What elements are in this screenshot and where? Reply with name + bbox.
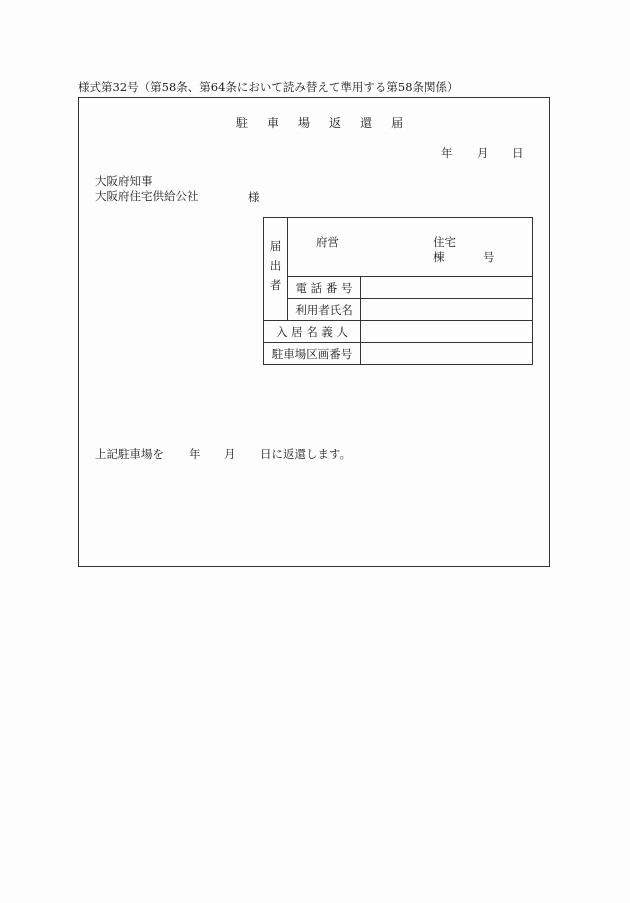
form-title [236,114,403,131]
housing-suffix-label: 住宅 [433,235,456,249]
tenant-label-cell: 入 居 名 義 人 [264,321,361,343]
date-year-label: 年 [441,146,453,160]
housing-address-cell[interactable] [288,218,533,277]
phone-input-cell[interactable] [361,277,533,299]
title-char: 車 [267,116,280,130]
addressee-block [95,174,199,204]
title-char: 場 [298,116,311,130]
housing-prefix-label: 府営 [316,235,339,249]
phone-label-cell: 電 話 番 号 [288,277,361,299]
user-name-label-cell: 利用者氏名 [288,299,361,321]
tenant-input-cell[interactable] [361,321,533,343]
title-char: 返 [329,116,342,130]
parking-number-input-cell[interactable] [361,343,533,365]
applicant-side-label-cell [264,218,288,321]
statement-tail: 日に返還します。 [260,447,352,461]
unit-number-label: 号 [483,250,495,264]
applicant-table [263,217,533,365]
title-char: 駐 [236,116,249,130]
addressee-corporation: 大阪府住宅供給公社 [95,189,199,203]
user-name-input-cell[interactable] [361,299,533,321]
statement-lead: 上記駐車場を [95,447,164,461]
building-label: 棟 [433,250,445,264]
date-day-label: 日 [512,146,524,160]
parking-number-label-cell: 駐車場区画番号 [264,343,361,365]
statement-year-label: 年 [189,447,201,461]
form-number-caption: 様式第32号（第58条、第64条において読み替えて準用する第58条関係） [78,80,459,94]
addressee-governor: 大阪府知事 [95,174,153,188]
statement-month-label: 月 [224,447,236,461]
date-month-label: 月 [477,146,489,160]
title-char: 還 [360,116,373,130]
title-char: 届 [391,116,404,130]
honorific: 様 [248,190,260,204]
applicant-side-label: 届出者 [268,239,283,299]
